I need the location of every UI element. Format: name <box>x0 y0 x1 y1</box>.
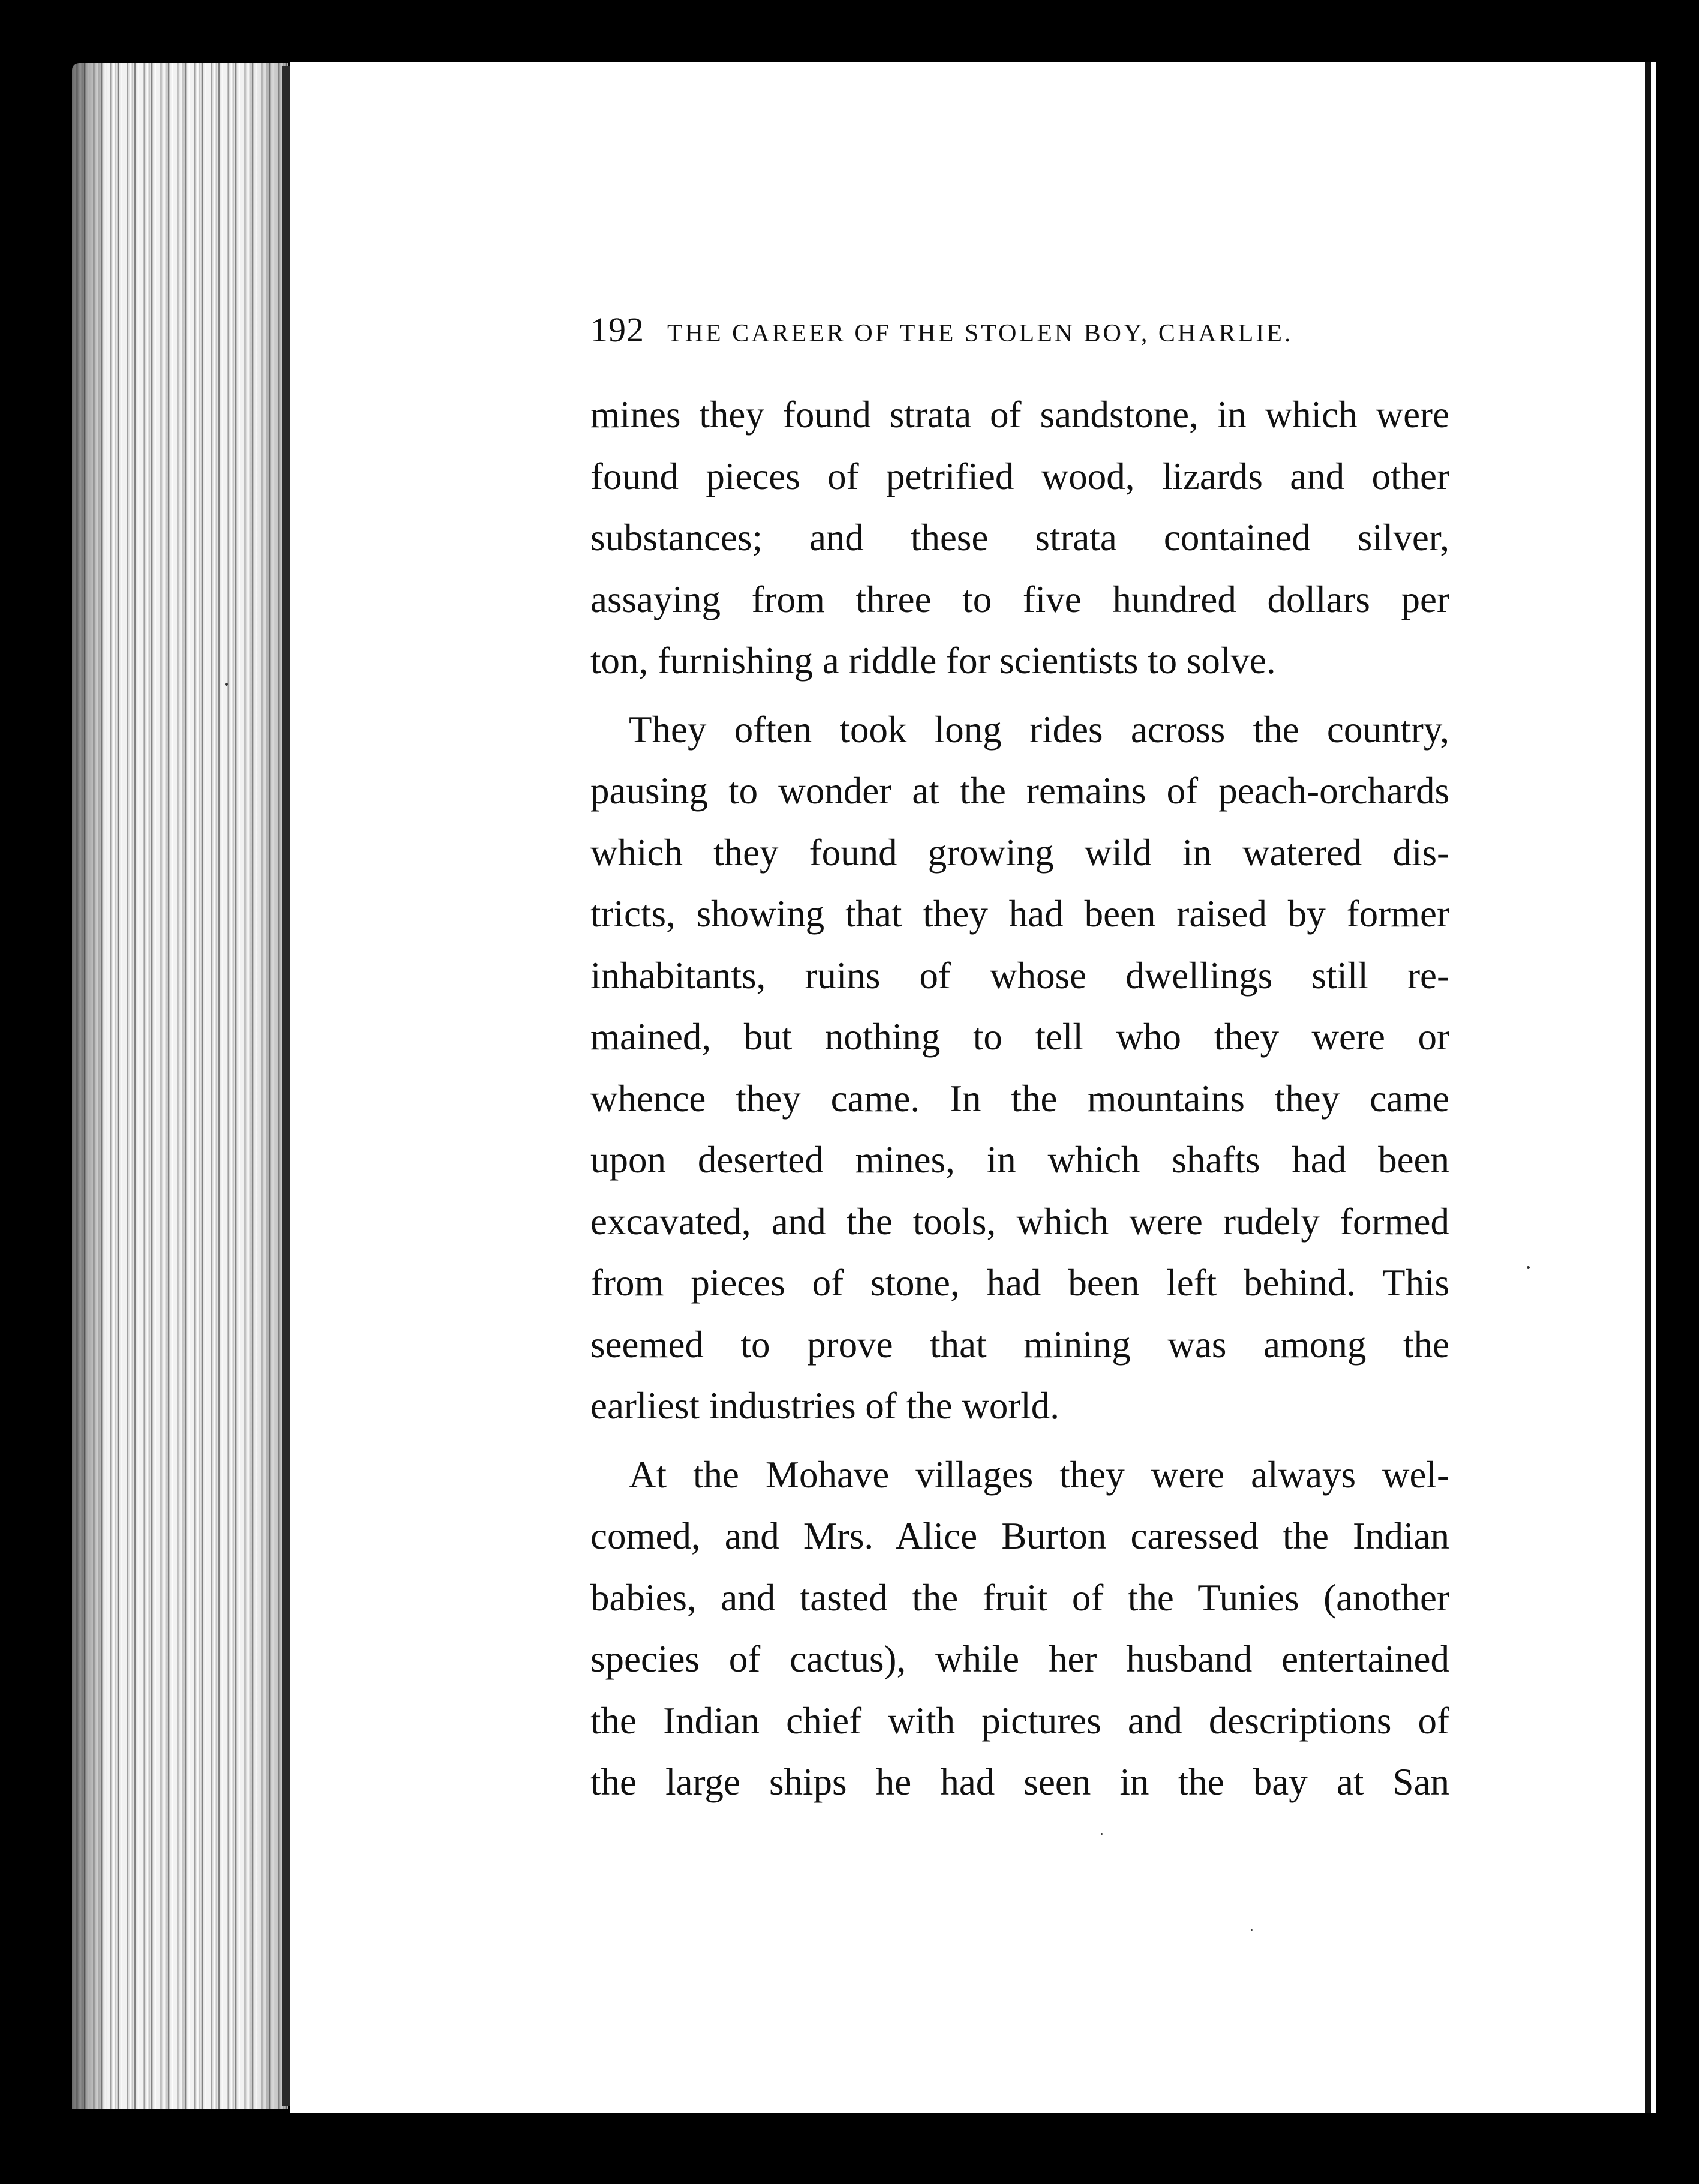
text-line: assaying from three to five hundred dollars per <box>590 578 1449 620</box>
text-line: tricts, showing that they had been raised by former <box>590 893 1449 935</box>
text-line: comed, and Mrs. Alice Burton caressed the Indian <box>590 1515 1449 1557</box>
scan-speck <box>1101 1833 1103 1835</box>
text-line: babies, and tasted the fruit of the Tunies (another <box>590 1576 1449 1619</box>
text-line: found pieces of petrified wood, lizards and other <box>590 455 1449 497</box>
text-line: inhabitants, ruins of whose dwellings still re- <box>590 954 1449 997</box>
paragraph-1 <box>590 384 1449 692</box>
text-line: seemed to prove that mining was among the <box>590 1323 1449 1366</box>
text-line: from pieces of stone, had been left behind. This <box>590 1262 1449 1304</box>
text-line: At the Mohave villages they were always wel- <box>629 1453 1449 1496</box>
text-line: whence they came. In the mountains they came <box>590 1077 1449 1120</box>
running-header <box>590 310 1370 352</box>
text-line: substances; and these strata contained silver, <box>590 517 1449 559</box>
book-page-edges <box>72 63 288 2109</box>
scan-speck <box>1527 1266 1530 1269</box>
text-line: ton, furnishing a riddle for scientists to solve. <box>590 640 1276 682</box>
text-line: mained, but nothing to tell who they were or <box>590 1016 1449 1058</box>
paragraph-2 <box>590 699 1449 1437</box>
text-line: species of cactus), while her husband entertained <box>590 1638 1449 1680</box>
text-line: mines they found strata of sandstone, in which were <box>590 394 1449 436</box>
text-line: earliest industries of the world. <box>590 1385 1060 1427</box>
text-line: They often took long rides across the country, <box>629 708 1449 751</box>
text-line: the Indian chief with pictures and descriptions of <box>590 1699 1449 1742</box>
text-line: excavated, and the tools, which were rudely formed <box>590 1200 1449 1243</box>
scan-speck <box>225 683 228 686</box>
text-line: the large ships he had seen in the bay at San <box>590 1761 1449 1803</box>
text-line: which they found growing wild in watered dis- <box>590 831 1449 874</box>
running-title: THE CAREER OF THE STOLEN BOY, CHARLIE. <box>667 320 1293 347</box>
page-number: 192 <box>590 310 644 349</box>
text-line: pausing to wonder at the remains of peach-orchards <box>590 770 1449 812</box>
scan-speck <box>1251 1929 1253 1931</box>
paragraph-3 <box>590 1444 1449 1813</box>
body-text <box>590 384 1449 1813</box>
facing-page-edge <box>1645 62 1651 2113</box>
text-line: upon deserted mines, in which shafts had been <box>590 1139 1449 1181</box>
